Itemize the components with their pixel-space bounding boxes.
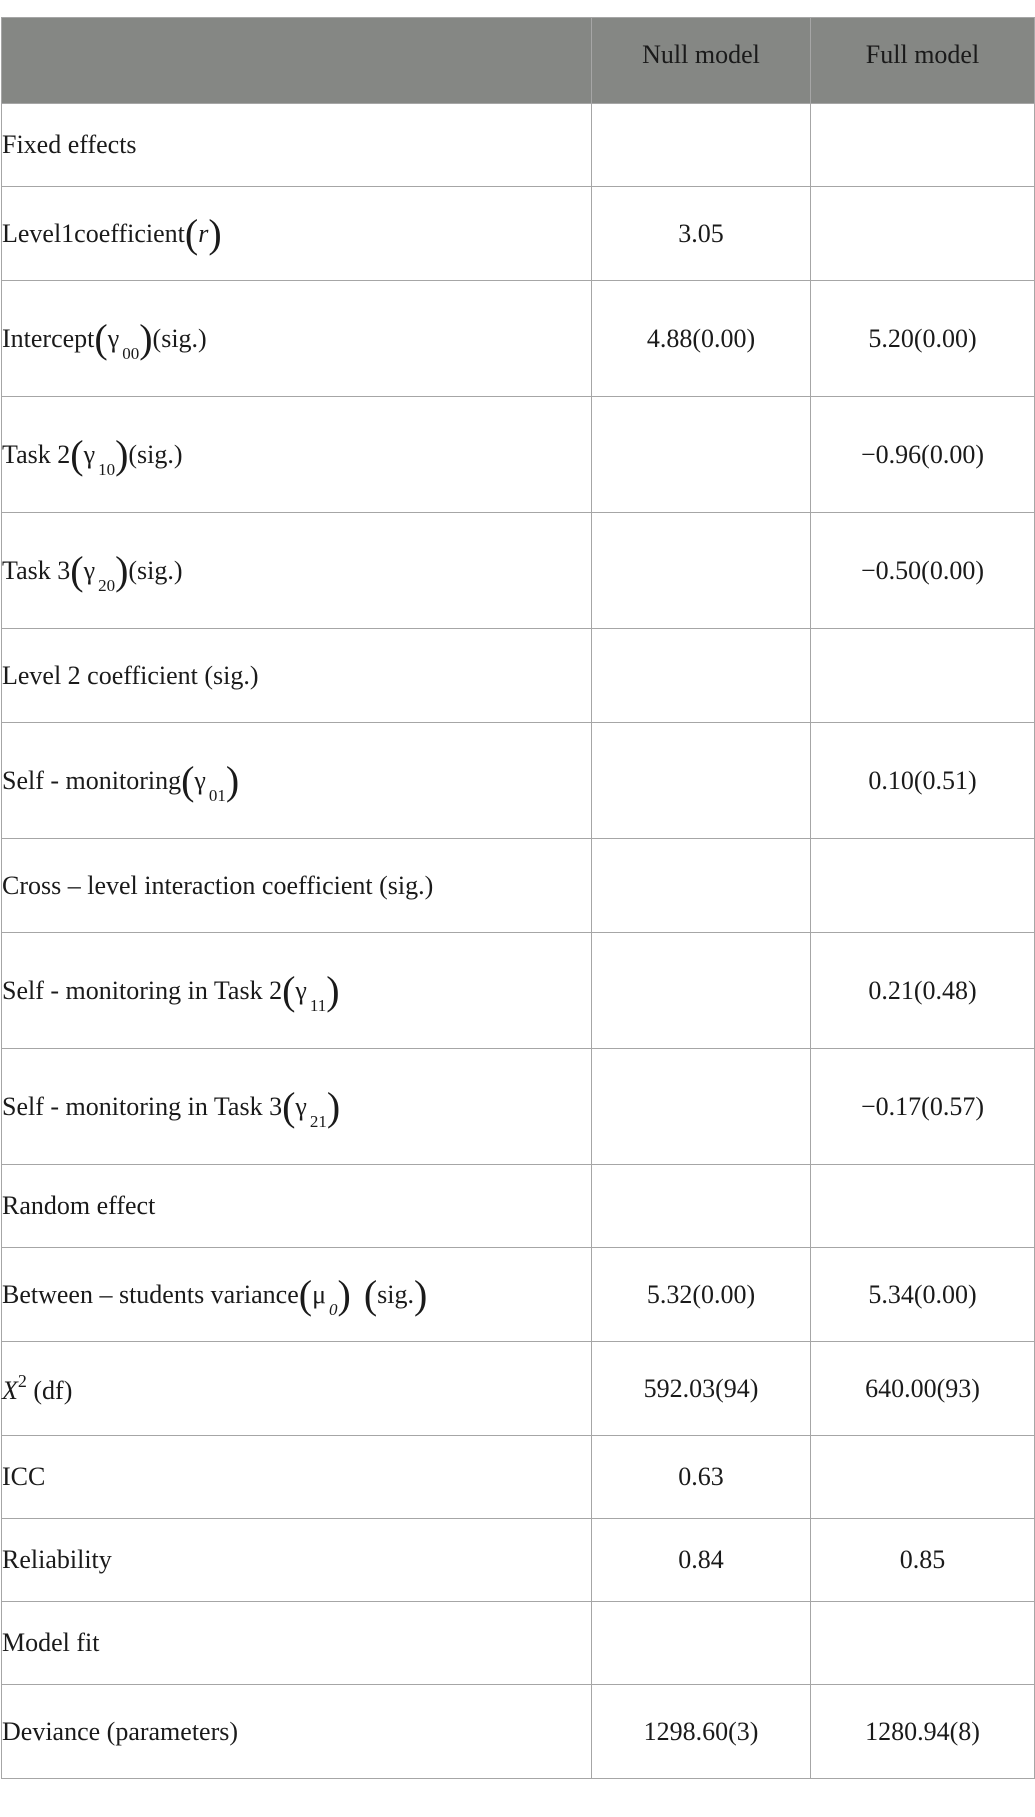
full-value <box>811 187 1035 281</box>
full-value: 5.34(0.00) <box>811 1248 1035 1342</box>
row-label-self-monitoring: Self - $monitoring(\gamma_{01})$ <box>2 723 592 839</box>
row-label-intercept: $Intercept(\gamma_{00})(sig.)$ <box>2 281 592 397</box>
full-value: 0.21(0.48) <box>811 933 1035 1049</box>
table-row <box>2 1519 1035 1602</box>
full-value: 5.20(0.00) <box>811 281 1035 397</box>
null-value <box>592 839 811 933</box>
header-full-model: Full model <box>811 18 1035 104</box>
row-label-task2: Task $2(\gamma_{10})(sig.)$ <box>2 397 592 513</box>
row-label-level1-coefficient: Level1coefficient(r) <box>2 187 592 281</box>
full-value <box>811 839 1035 933</box>
null-value <box>592 723 811 839</box>
table-row <box>2 1436 1035 1519</box>
full-value: 0.10(0.51) <box>811 723 1035 839</box>
null-value <box>592 1602 811 1685</box>
null-value <box>592 104 811 187</box>
table-row <box>2 723 1035 839</box>
full-value <box>811 1436 1035 1519</box>
row-label-between-students-variance: Between – students $variance(\mu_0)$ (sig.) <box>2 1248 592 1342</box>
null-value: 4.88(0.00) <box>592 281 811 397</box>
row-label-task3: Task $3(\gamma_{20})(sig.)$ <box>2 513 592 629</box>
table-row <box>2 1342 1035 1436</box>
row-label-icc: ICC <box>2 1436 592 1519</box>
null-value: 1298.60(3) <box>592 1685 811 1779</box>
null-value: 3.05 <box>592 187 811 281</box>
full-value: 640.00(93) <box>811 1342 1035 1436</box>
header-null-model: Null model <box>592 18 811 104</box>
full-value <box>811 1602 1035 1685</box>
row-label-reliability: Reliability <box>2 1519 592 1602</box>
table-row <box>2 281 1035 397</box>
full-value <box>811 104 1035 187</box>
table-row <box>2 1248 1035 1342</box>
full-value: −0.96(0.00) <box>811 397 1035 513</box>
table-row <box>2 187 1035 281</box>
header-row <box>2 18 1035 104</box>
header-col1 <box>2 18 592 104</box>
table-row <box>2 629 1035 723</box>
full-value: 1280.94(8) <box>811 1685 1035 1779</box>
table-row <box>2 513 1035 629</box>
row-label-level2-coefficient: Level 2 coefficient (sig.) <box>2 629 592 723</box>
row-label-chi-square: $X^2$ (df) <box>2 1342 592 1436</box>
null-value <box>592 933 811 1049</box>
row-label-self-monitoring-task3: Self - monitoring in Task $3(\gamma_{21})$ <box>2 1049 592 1165</box>
full-value: 0.85 <box>811 1519 1035 1602</box>
null-value: 0.84 <box>592 1519 811 1602</box>
null-value <box>592 513 811 629</box>
null-value: 0.63 <box>592 1436 811 1519</box>
row-label-model-fit: Model fit <box>2 1602 592 1685</box>
row-label-fixed-effects: Fixed effects <box>2 104 592 187</box>
null-value <box>592 1165 811 1248</box>
full-value <box>811 629 1035 723</box>
null-value: 592.03(94) <box>592 1342 811 1436</box>
table-row <box>2 1049 1035 1165</box>
row-label-random-effect: Random effect <box>2 1165 592 1248</box>
table-row <box>2 397 1035 513</box>
full-value: −0.50(0.00) <box>811 513 1035 629</box>
null-value <box>592 397 811 513</box>
null-value <box>592 1049 811 1165</box>
table-row <box>2 1602 1035 1685</box>
null-value <box>592 629 811 723</box>
null-value: 5.32(0.00) <box>592 1248 811 1342</box>
full-value: −0.17(0.57) <box>811 1049 1035 1165</box>
table-row <box>2 839 1035 933</box>
results-table <box>1 17 1035 1779</box>
table-row <box>2 104 1035 187</box>
full-value <box>811 1165 1035 1248</box>
row-label-cross-level: Cross – level interaction coefficient (sig.) <box>2 839 592 933</box>
row-label-deviance: Deviance (parameters) <box>2 1685 592 1779</box>
table-row <box>2 1165 1035 1248</box>
row-label-self-monitoring-task2: Self - monitoring in Task $2(\gamma_{11})$ <box>2 933 592 1049</box>
table-row <box>2 1685 1035 1779</box>
table-row <box>2 933 1035 1049</box>
